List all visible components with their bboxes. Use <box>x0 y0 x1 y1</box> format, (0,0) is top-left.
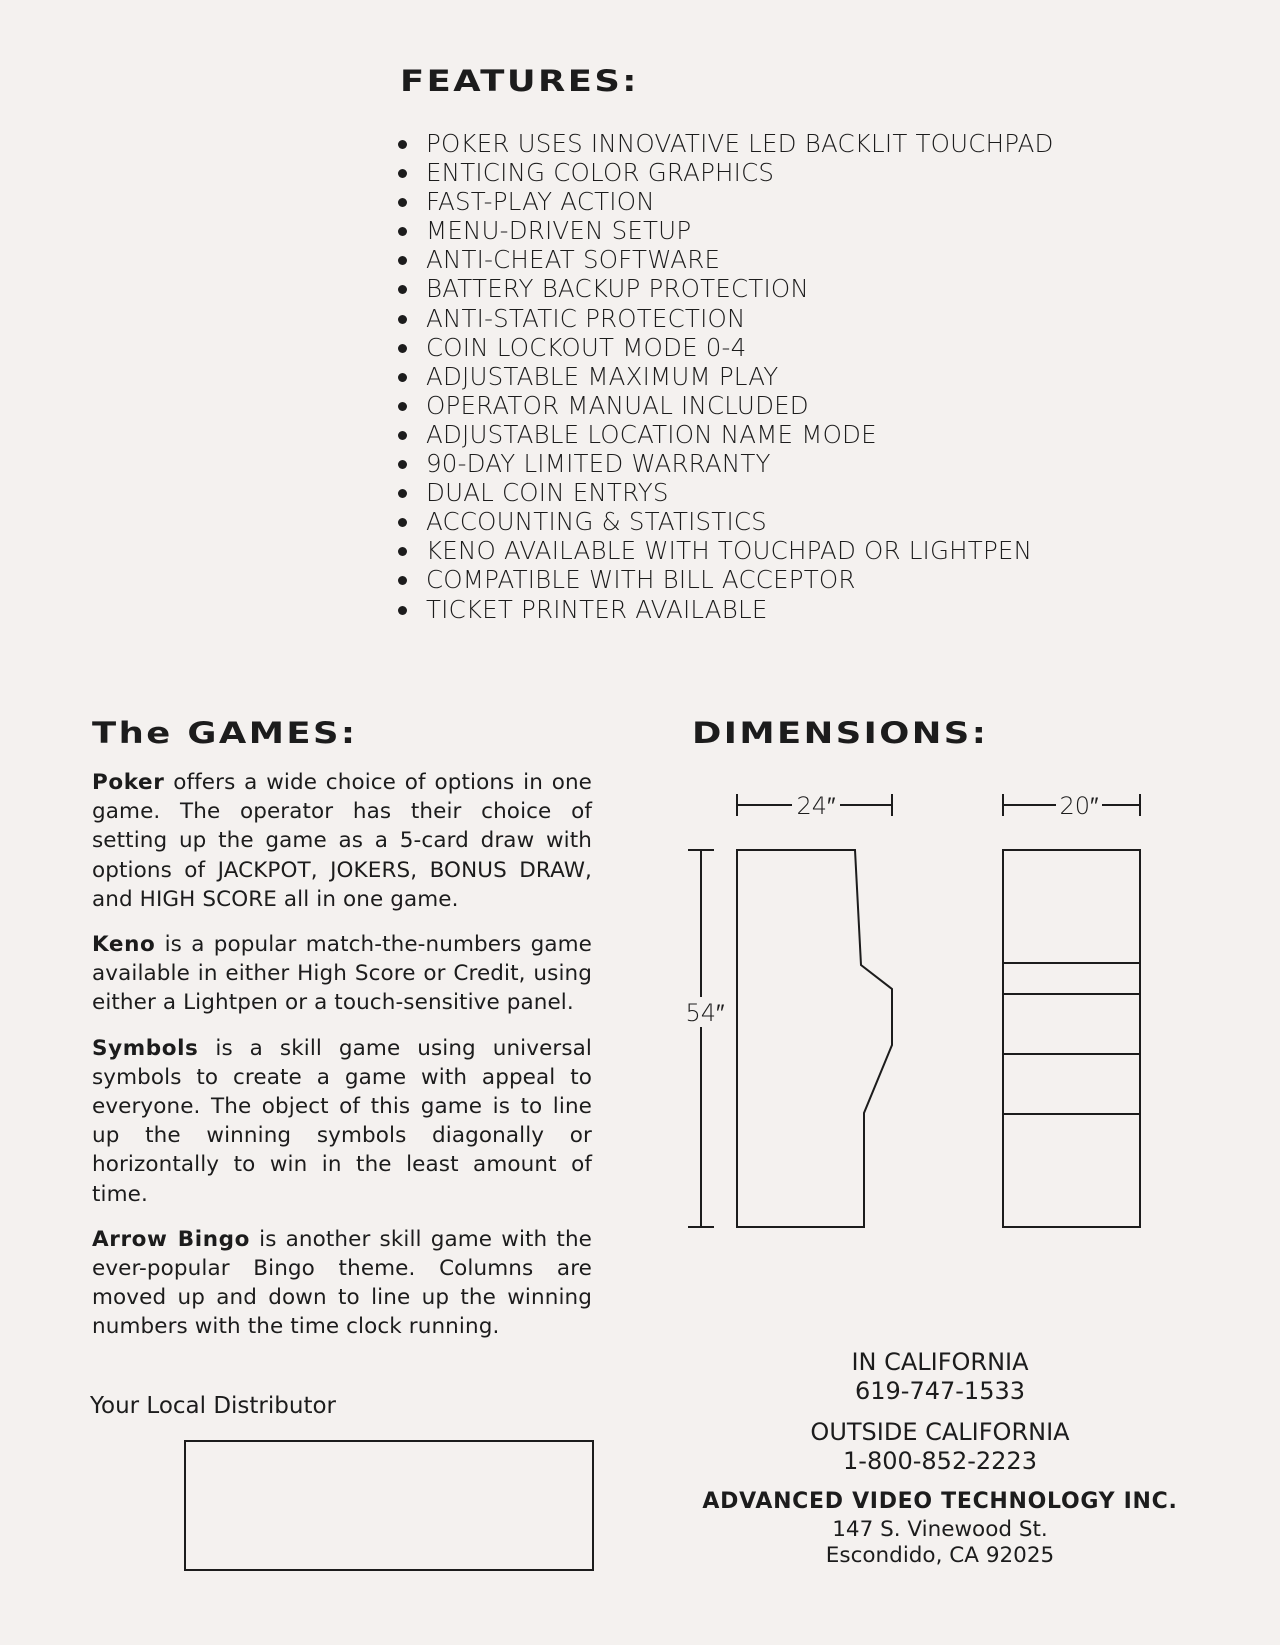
feature-item: COMPATIBLE WITH BILL ACCEPTOR <box>396 565 1054 594</box>
width-label: 24″ <box>796 792 836 820</box>
in-california-phone: 619-747-1533 <box>854 1376 1025 1405</box>
feature-item: MENU-DRIVEN SETUP <box>396 216 1054 245</box>
feature-item: ACCOUNTING & STATISTICS <box>396 507 1054 536</box>
game-description <box>92 930 592 1018</box>
feature-item: FAST-PLAY ACTION <box>396 187 1054 216</box>
game-text: is a popular match-the-numbers game available in either High Score or Credit, using either a Lightpen or a touch-sensitive panel. <box>92 932 592 1016</box>
distributor-stamp-box <box>184 1440 594 1571</box>
feature-item: KENO AVAILABLE WITH TOUCHPAD OR LIGHTPEN <box>396 536 1054 565</box>
game-text: is another skill game with the ever-popular Bingo theme. Columns are moved up and down to line up the winning numbers with the time clock running. <box>92 1226 592 1340</box>
game-description <box>92 1225 592 1342</box>
in-california-label: IN CALIFORNIA <box>851 1348 1029 1376</box>
games-section <box>92 768 592 1358</box>
outside-california-label: OUTSIDE CALIFORNIA <box>810 1418 1070 1446</box>
feature-item: COIN LOCKOUT MODE 0-4 <box>396 333 1054 362</box>
feature-item: POKER USES INNOVATIVE LED BACKLIT TOUCHPAD <box>396 129 1054 158</box>
company-name: ADVANCED VIDEO TECHNOLOGY INC. <box>702 1489 1178 1514</box>
outside-california-phone: 1-800-852-2223 <box>843 1446 1037 1475</box>
cabinet-front-view <box>1003 850 1140 1227</box>
games-heading: The GAMES: <box>92 716 358 750</box>
game-text: is a skill game using universal symbols to create a game with appeal to everyone. The object of this game is to line up the winning symbols diagonally or horizontally to win in the least amount of time. <box>92 1035 592 1207</box>
contact-block <box>690 1348 1190 1569</box>
height-label: 54″ <box>685 999 725 1027</box>
feature-item: ANTI-CHEAT SOFTWARE <box>396 245 1054 274</box>
feature-item: 90-DAY LIMITED WARRANTY <box>396 449 1054 478</box>
feature-item: ADJUSTABLE MAXIMUM PLAY <box>396 362 1054 391</box>
address-street: 147 S. Vinewood St. <box>832 1516 1048 1542</box>
feature-item: BATTERY BACKUP PROTECTION <box>396 274 1054 303</box>
game-text: offers a wide choice of options in one game. The operator has their choice of setting up the game as a 5-card draw with options of JACKPOT, JOKERS, BONUS DRAW, and HIGH SCORE all in one game. <box>92 770 593 912</box>
game-name: Arrow Bingo <box>92 1226 250 1252</box>
game-name: Keno <box>92 932 156 958</box>
dimensions-heading: DIMENSIONS: <box>692 716 989 750</box>
feature-item: DUAL COIN ENTRYS <box>396 478 1054 507</box>
cabinet-dimensions-diagram <box>670 790 1150 1250</box>
features-heading: FEATURES: <box>400 64 639 98</box>
cabinet-side-profile <box>737 850 892 1227</box>
features-list <box>396 129 1054 624</box>
game-description <box>92 768 592 914</box>
feature-item: ENTICING COLOR GRAPHICS <box>396 158 1054 187</box>
distributor-label: Your Local Distributor <box>90 1393 337 1419</box>
game-description <box>92 1034 592 1209</box>
feature-item: ADJUSTABLE LOCATION NAME MODE <box>396 420 1054 449</box>
depth-label: 20″ <box>1059 792 1099 820</box>
feature-item: TICKET PRINTER AVAILABLE <box>396 595 1054 624</box>
feature-item: OPERATOR MANUAL INCLUDED <box>396 391 1054 420</box>
game-name: Symbols <box>92 1035 199 1061</box>
address-city: Escondido, CA 92025 <box>825 1542 1055 1568</box>
game-name: Poker <box>92 770 165 795</box>
feature-item: ANTI-STATIC PROTECTION <box>396 304 1054 333</box>
